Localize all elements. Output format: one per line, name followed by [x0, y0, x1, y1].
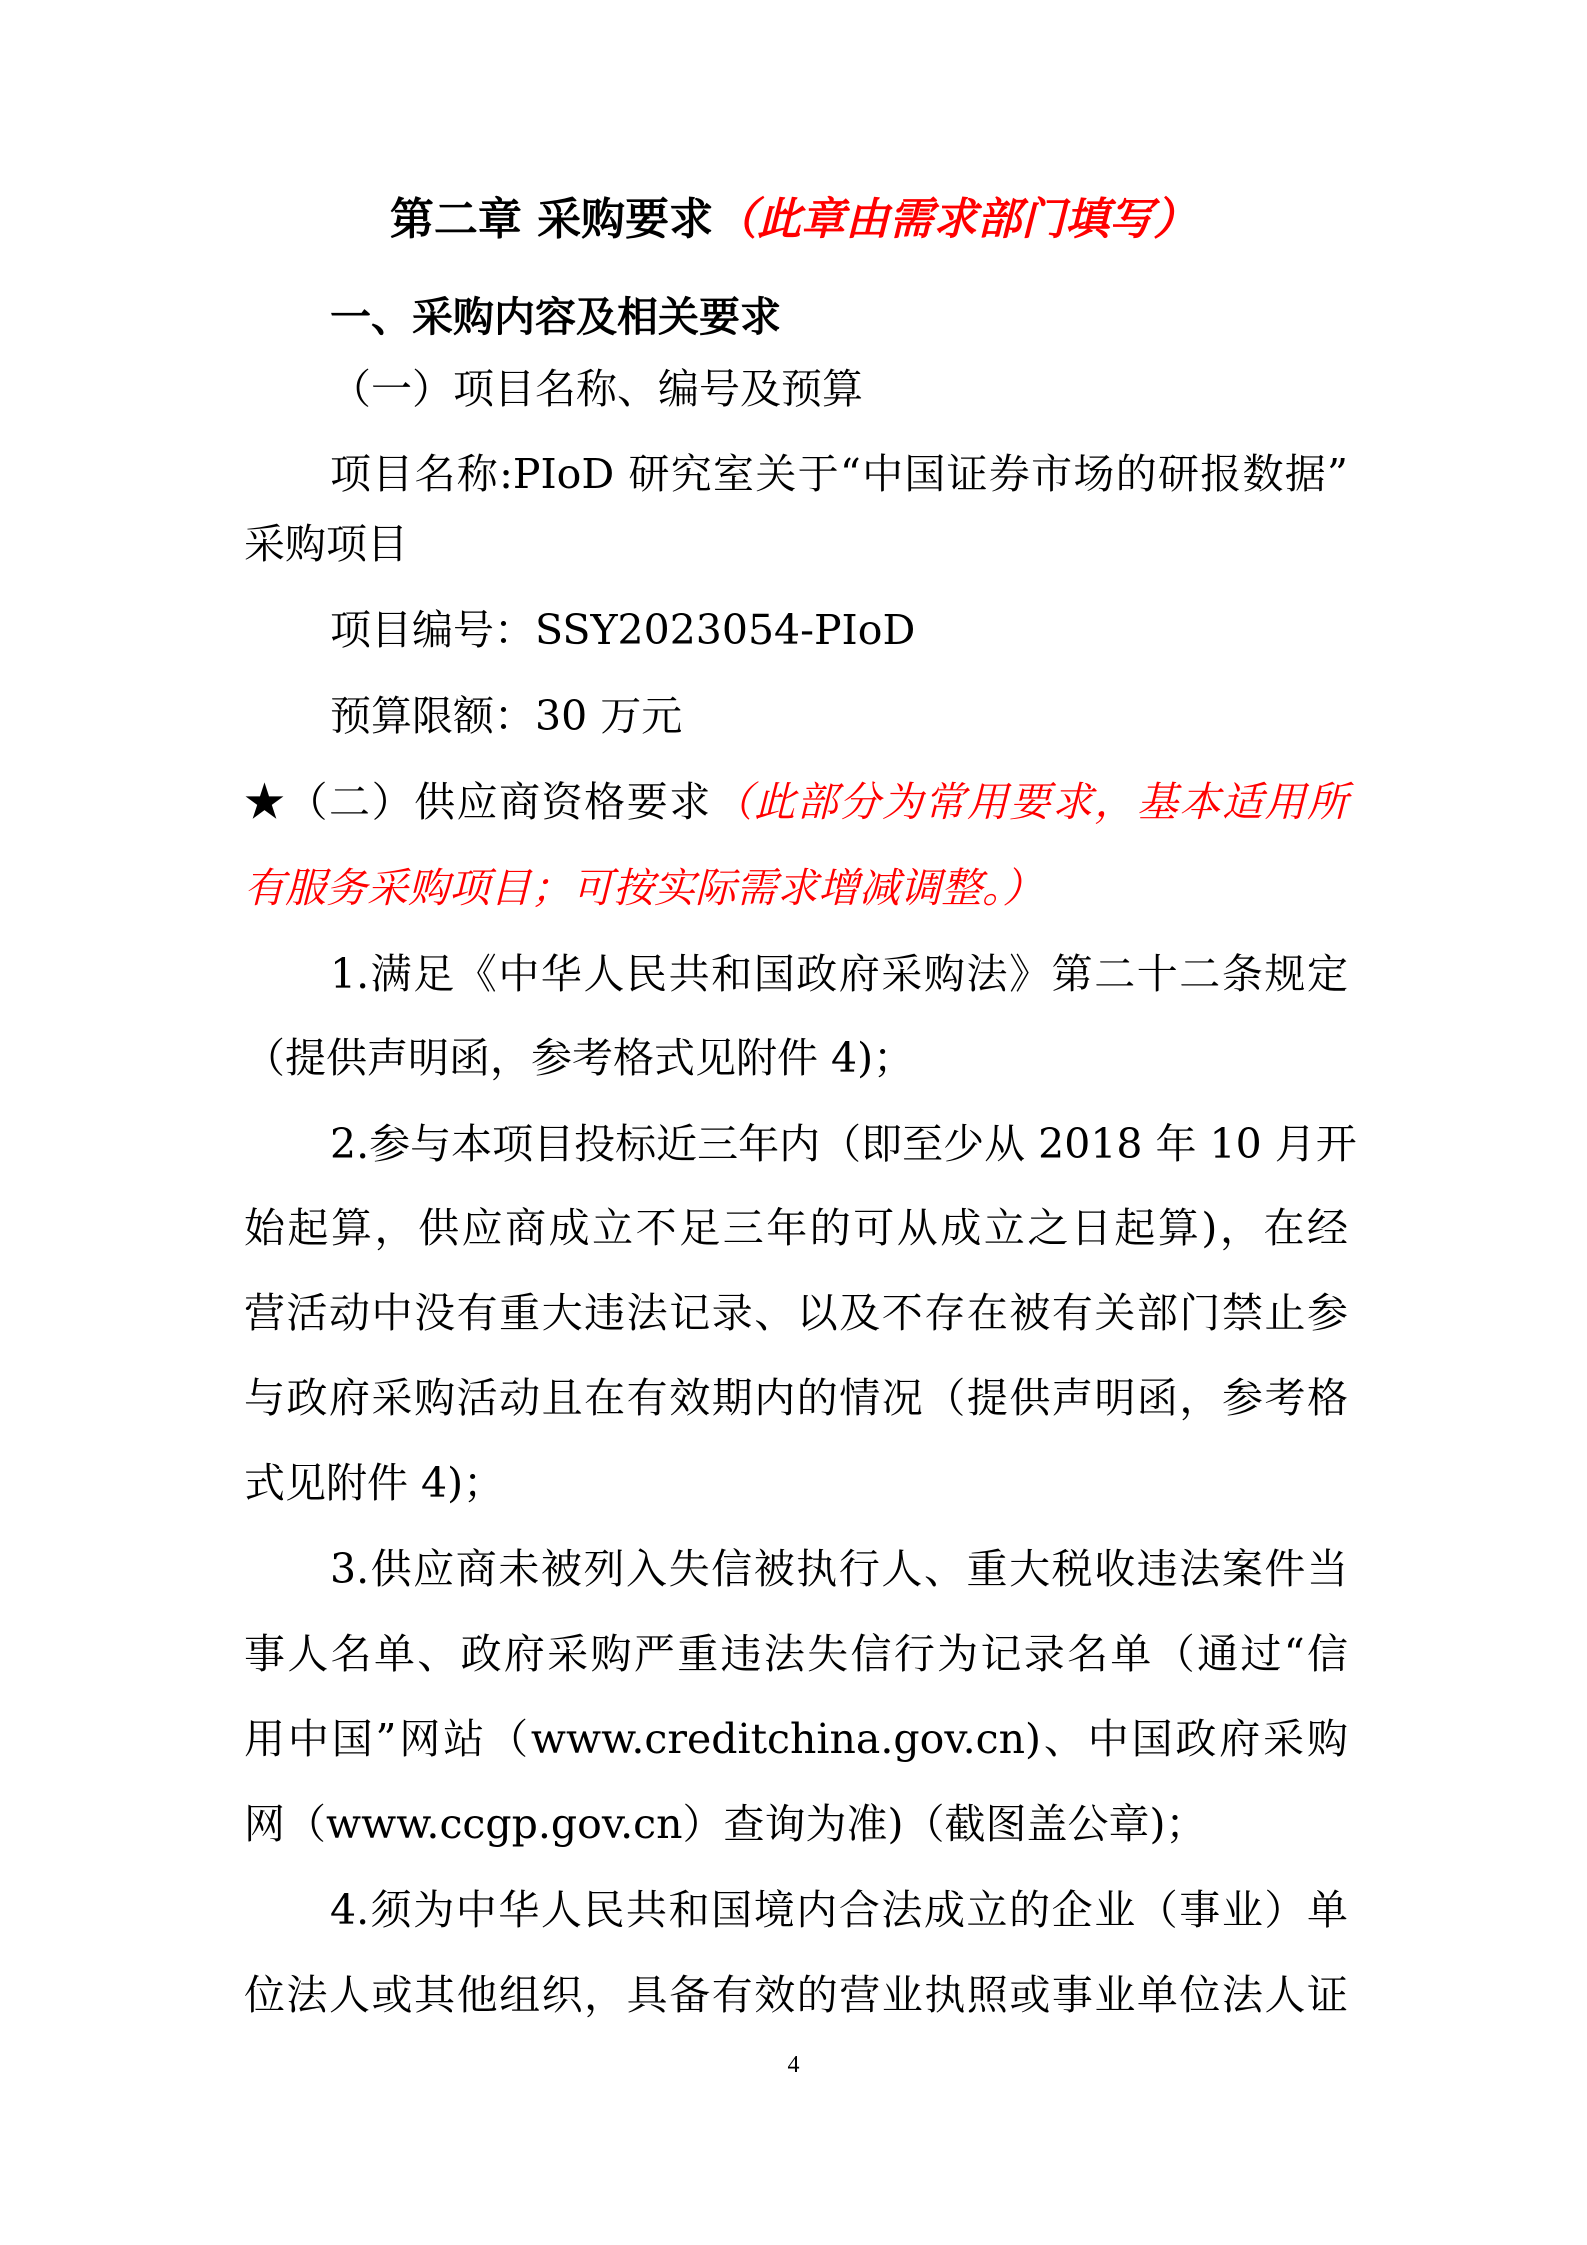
- item-2-line3: 营活动中没有重大违法记录、以及不存在被有关部门禁止参: [244, 1289, 1348, 1337]
- project-name-line1: 项目名称:PIoD 研究室关于“中国证券市场的研报数据”: [330, 450, 1348, 498]
- item-3-line4: 网（www.ccgp.gov.cn）查询为准)（截图盖公章)；: [244, 1800, 1207, 1848]
- chapter-heading: [0, 192, 1587, 248]
- qualification-title: （二）供应商资格要求: [286, 778, 712, 826]
- item-4-line1: 4.须为中华人民共和国境内合法成立的企业（事业）单: [330, 1886, 1348, 1934]
- item-2-line5: 式见附件 4)；: [244, 1459, 505, 1507]
- budget-limit: 预算限额：30 万元: [330, 692, 683, 740]
- qualification-note-l2: 有服务采购项目；可按实际需求增减调整。）: [244, 864, 1044, 912]
- qualification-heading: [244, 774, 1348, 830]
- item-4-line2: 位法人或其他组织，具备有效的营业执照或事业单位法人证: [244, 1971, 1348, 2019]
- item-2-line4: 与政府采购活动且在有效期内的情况（提供声明函，参考格: [244, 1374, 1348, 1422]
- subsection-heading: （一）项目名称、编号及预算: [330, 365, 863, 413]
- chapter-note: （此章由需求部门填写）: [713, 194, 1198, 245]
- star-icon: ★: [244, 778, 287, 826]
- item-2-line2: 始起算，供应商成立不足三年的可从成立之日起算)，在经: [244, 1204, 1348, 1252]
- item-1-line1: 1.满足《中华人民共和国政府采购法》第二十二条规定: [330, 950, 1348, 998]
- qualification-note-l1: （此部分为常用要求，基本适用所: [711, 778, 1349, 826]
- project-name-line2: 采购项目: [244, 520, 408, 568]
- page-number: 4: [787, 2052, 800, 2078]
- item-3-line3: 用中国”网站（www.creditchina.gov.cn)、中国政府采购: [244, 1715, 1348, 1763]
- item-3-line2: 事人名单、政府采购严重违法失信行为记录名单（通过“信: [244, 1630, 1348, 1678]
- section-heading: 一、采购内容及相关要求: [330, 293, 781, 341]
- item-2-line1: 2.参与本项目投标近三年内（即至少从 2018 年 10 月开: [330, 1120, 1357, 1168]
- project-number: 项目编号：SSY2023054-PIoD: [330, 606, 916, 654]
- item-3-line1: 3.供应商未被列入失信被执行人、重大税收违法案件当: [330, 1545, 1348, 1593]
- chapter-title: 第二章 采购要求: [389, 194, 714, 245]
- item-1-line2: （提供声明函，参考格式见附件 4)；: [244, 1034, 915, 1082]
